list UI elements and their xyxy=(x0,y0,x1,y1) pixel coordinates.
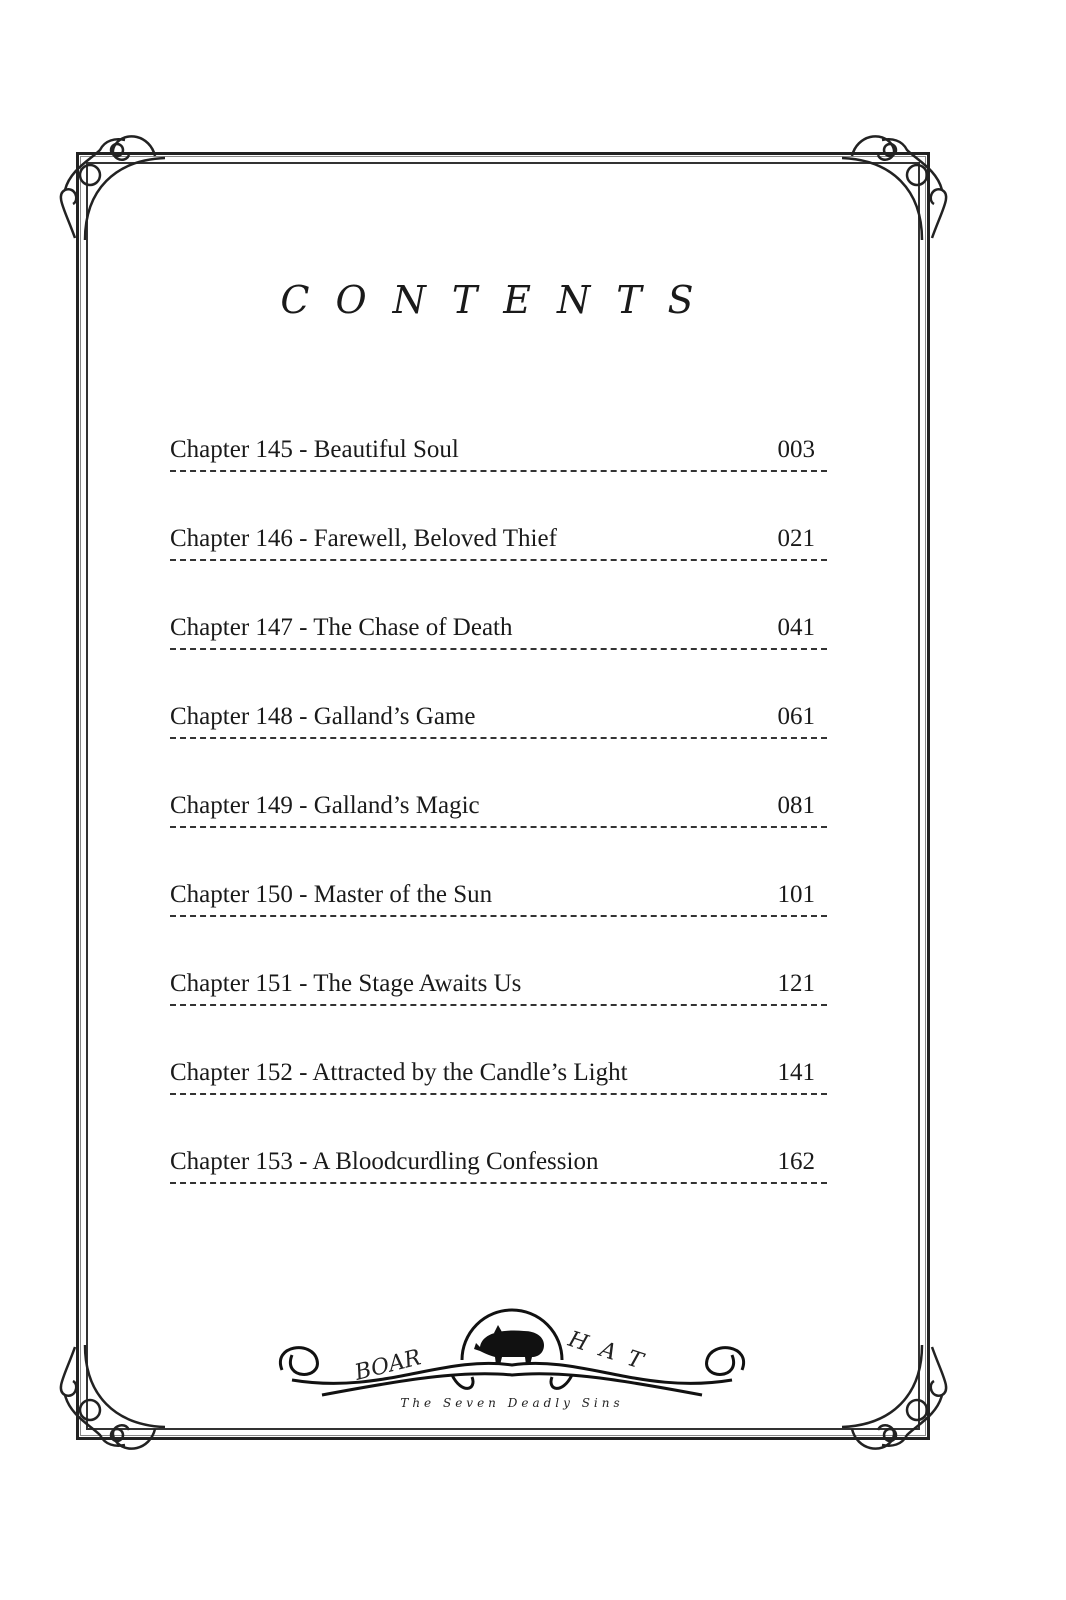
chapter-page-number: 061 xyxy=(777,703,815,730)
chapter-title: Chapter 153 - A Bloodcurdling Confession xyxy=(170,1148,599,1175)
logo-text-left: BOAR xyxy=(352,1345,424,1386)
ornament-corner-top-left-icon xyxy=(45,120,165,240)
toc-entry xyxy=(170,964,827,1006)
boar-hat-logo xyxy=(262,1285,762,1415)
ornament-corner-top-right-icon xyxy=(842,120,962,240)
chapter-page-number: 101 xyxy=(777,881,815,908)
logo-text-right: HAT xyxy=(565,1326,659,1379)
chapter-title: Chapter 151 - The Stage Awaits Us xyxy=(170,970,522,997)
chapter-title: Chapter 148 - Galland’s Game xyxy=(170,703,476,730)
toc-entry xyxy=(170,1053,827,1095)
boar-icon xyxy=(474,1325,544,1365)
chapter-page-number: 121 xyxy=(777,970,815,997)
chapter-page-number: 162 xyxy=(777,1148,815,1175)
chapter-page-number: 141 xyxy=(777,1059,815,1086)
chapter-title: Chapter 149 - Galland’s Magic xyxy=(170,792,480,819)
chapter-title: Chapter 150 - Master of the Sun xyxy=(170,881,493,908)
chapter-page-number: 081 xyxy=(777,792,815,819)
toc-entry xyxy=(170,875,827,917)
chapter-page-number: 003 xyxy=(777,436,815,463)
ornament-corner-bottom-right-icon xyxy=(842,1345,962,1465)
toc-entry xyxy=(170,786,827,828)
chapter-title: Chapter 146 - Farewell, Beloved Thief xyxy=(170,525,557,552)
contents-heading: CONTENTS xyxy=(280,278,720,322)
logo-subtitle: The Seven Deadly Sins xyxy=(400,1396,624,1410)
toc-entry xyxy=(170,697,827,739)
chapter-page-number: 041 xyxy=(777,614,815,641)
toc-entry xyxy=(170,430,827,472)
toc-entry xyxy=(170,1142,827,1184)
chapter-title: Chapter 152 - Attracted by the Candle’s Light xyxy=(170,1059,628,1086)
toc-entry xyxy=(170,608,827,650)
chapter-title: Chapter 147 - The Chase of Death xyxy=(170,614,513,641)
chapter-title: Chapter 145 - Beautiful Soul xyxy=(170,436,459,463)
ornament-corner-bottom-left-icon xyxy=(45,1345,165,1465)
chapter-page-number: 021 xyxy=(777,525,815,552)
toc-entry xyxy=(170,519,827,561)
